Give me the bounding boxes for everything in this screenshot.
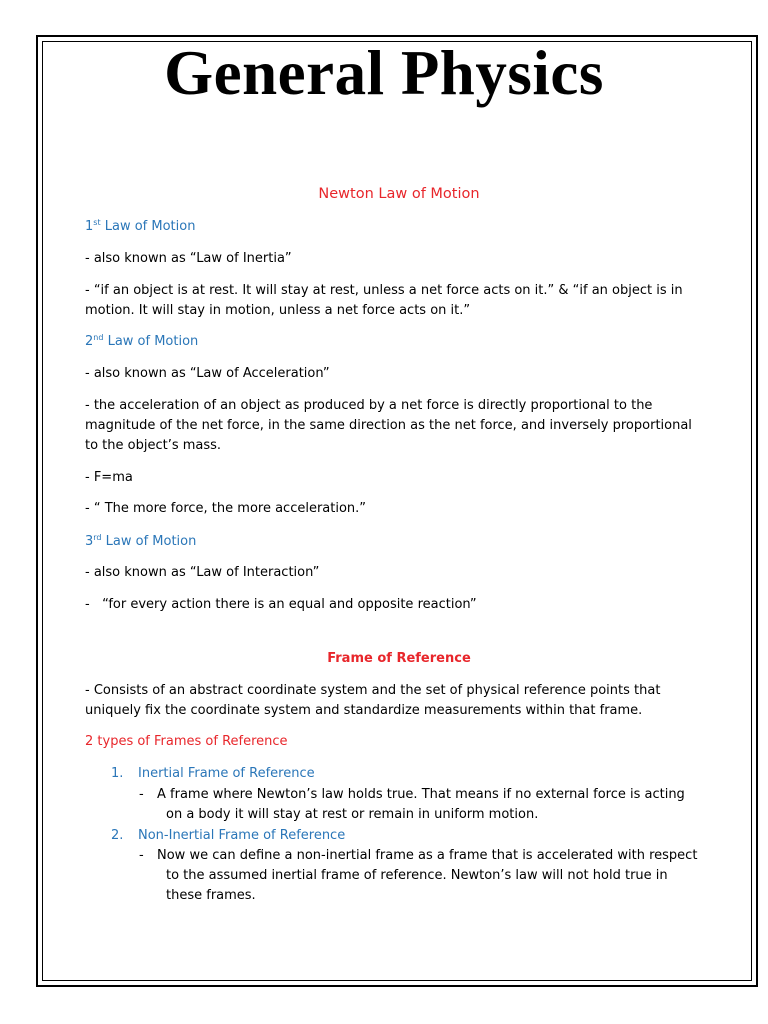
frame-item-1-label: Inertial Frame of Reference — [138, 766, 315, 781]
law1-heading — [85, 217, 195, 238]
frame-item-1-line2: on a body it will stay at rest or remain in uniform motion. — [166, 807, 539, 822]
law3-aka: - also known as “Law of Interaction” — [85, 565, 320, 580]
law2-heading — [85, 332, 198, 353]
frame-item-2-line2: to the assumed inertial frame of reference. Newton’s law will not hold true in — [166, 868, 668, 883]
frame-types-heading: 2 types of Frames of Reference — [85, 734, 288, 749]
frame-item-2-line1: - Now we can define a non-inertial frame as a frame that is accelerated with respect — [139, 848, 698, 863]
frame-item-2-heading — [111, 826, 345, 847]
law3-sup: rd — [93, 533, 102, 542]
law1-aka: - also known as “Law of Inertia” — [85, 251, 292, 266]
law3-quote: - “for every action there is an equal and opposite reaction” — [85, 597, 477, 612]
frame-desc-line1: - Consists of an abstract coordinate system and the set of physical reference points that — [85, 683, 661, 698]
newton-heading: Newton Law of Motion — [318, 186, 480, 202]
page-title: General Physics — [164, 38, 604, 108]
law3-label: Law of Motion — [105, 534, 197, 549]
frame-heading: Frame of Reference — [327, 651, 471, 666]
law3-num: 3 — [85, 534, 94, 549]
law1-desc-line2: motion. It will stay in motion, unless a net force acts on it.” — [85, 303, 471, 318]
law2-quote: - “ The more force, the more acceleration.” — [85, 501, 367, 516]
law2-label: Law of Motion — [107, 334, 199, 349]
law1-label: Law of Motion — [104, 219, 196, 234]
frame-item-1-num: 1. — [111, 766, 124, 781]
frame-item-1-line1-text: A frame where Newton’s law holds true. That means if no external force is acting — [157, 787, 685, 802]
frame-item-1-heading — [111, 764, 315, 785]
frame-item-1-line1: - A frame where Newton’s law holds true. That means if no external force is acting — [139, 787, 685, 802]
law2-desc-line1: - the acceleration of an object as produced by a net force is directly proportional to the — [85, 398, 653, 413]
frame-item-2-line1-text: Now we can define a non-inertial frame as a frame that is accelerated with respect — [157, 848, 698, 863]
law2-formula: - F=ma — [85, 470, 133, 485]
law2-desc-line3: to the object’s mass. — [85, 438, 222, 453]
law1-sup: st — [93, 218, 101, 227]
frame-item-2-line3: these frames. — [166, 888, 256, 903]
frame-item-2-label: Non-Inertial Frame of Reference — [138, 828, 346, 843]
law1-desc-line1: - “if an object is at rest. It will stay at rest, unless a net force acts on it.” & “if an object is in — [85, 283, 683, 298]
law2-aka: - also known as “Law of Acceleration” — [85, 366, 330, 381]
frame-desc-line2: uniquely fix the coordinate system and standardize measurements within that frame. — [85, 703, 643, 718]
law1-num: 1 — [85, 219, 94, 234]
law3-heading — [85, 532, 196, 553]
frame-item-2-num: 2. — [111, 828, 124, 843]
law2-num: 2 — [85, 334, 94, 349]
law2-desc-line2: magnitude of the net force, in the same direction as the net force, and inversely proportional — [85, 418, 692, 433]
law2-sup: nd — [93, 333, 104, 342]
